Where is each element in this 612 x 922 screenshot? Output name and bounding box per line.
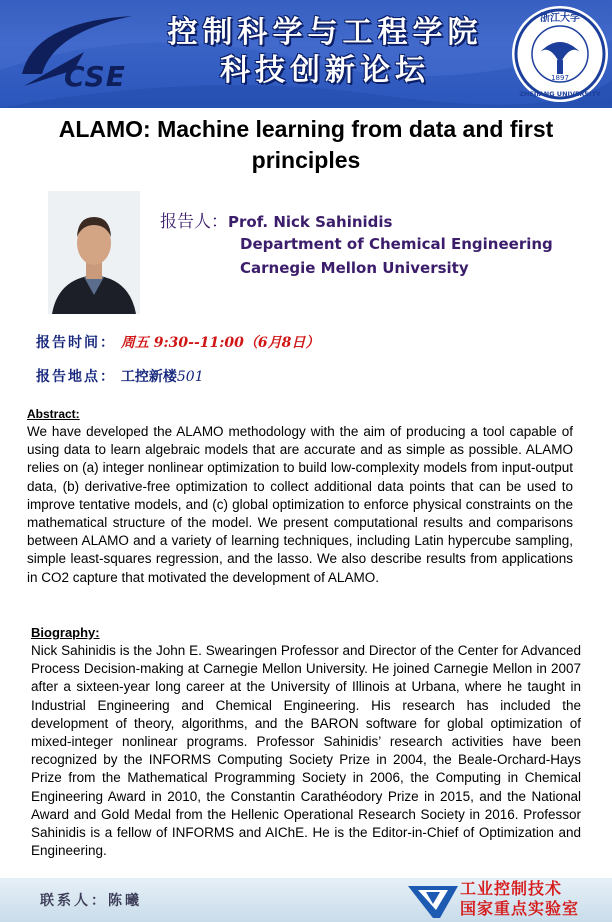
biography-text: Nick Sahinidis is the John E. Swearingen Professor and Director of the Center for Advanced Process Decision-making at Carnegie Mellon University. He joined Carnegie Mellon in 2007 after a sixteen-year long career at the University of Illinois at Urbana, where he taught in Industrial Engineering and Chemical Engineering. His research has included the development of theory, algorithms, and the BARON software for global optimization of mixed-integer nonlinear programs. Professor Sahinidis’ research activities have been recognized by the INFORMS Computing Society Prize in 2004, the Beale-Orchard-Hays Prize from the Mathematical Programming Society in 2006, the Computing in Chemical Engineering Award in 2010, the Constantin Carathéodory Prize in 2015, and the National Award and Gold Medal from the Hellenic Operational Research Society in 2016. Professor Sahinidis is a fellow of INFORMS and AIChE. He is the Editor-in-Chief of Optimization and Engineering. <box>31 643 581 859</box>
talk-title: ALAMO: Machine learning from data and first principles <box>58 116 554 173</box>
biography-heading: Biography: <box>31 625 100 640</box>
talk-time <box>36 332 319 352</box>
speaker-university: Carnegie Mellon University <box>240 259 469 277</box>
place-building: 工控新楼 <box>120 369 177 385</box>
forum-title-line2: 科技创新论坛 <box>220 53 430 88</box>
zhejiang-university-seal-icon <box>510 4 610 104</box>
time-day: 周五 <box>120 335 149 351</box>
talk-place <box>36 366 204 386</box>
contact-person: 联系人：陈曦 <box>40 893 142 909</box>
forum-title <box>140 14 510 90</box>
seal-en-name: ZHEJIANG UNIVERSITY <box>519 90 601 98</box>
speaker-block <box>160 210 392 235</box>
speaker-photo <box>48 191 140 314</box>
forum-title-line1: 控制科学与工程学院 <box>167 15 483 50</box>
seal-cn-name: 浙江大学 <box>540 13 580 24</box>
header-banner <box>0 0 612 108</box>
lab-name-line1: 工业控制技术 <box>460 879 563 898</box>
speaker-label: 报告人： <box>160 212 228 232</box>
state-key-lab-logo-icon <box>406 880 460 920</box>
time-value: 9:30--11:00（6月8日） <box>153 335 320 351</box>
place-room: 501 <box>176 369 204 385</box>
abstract-text: We have developed the ALAMO methodology with the aim of producing a tool capable of using data to learn algebraic models that are accurate and as simple as possible. ALAMO relies on (a) integer nonlinear optimization to build low-complexity models from input-output data, (b) derivative-free optimization to collect additional data points that can be used to improve tentative models, and (c) global optimization to enforce physical constraints on the mathematical structure of the model. We present computational results and comparisons between ALAMO and a variety of learning techniques, including Latin hypercube sampling, simple least-squares regression, and the lasso. We also describe results from applications in CO2 capture that motivated the development of ALAMO. <box>27 424 573 585</box>
place-label: 报告地点： <box>36 369 116 385</box>
speaker-name: Prof. Nick Sahinidis <box>228 213 393 231</box>
abstract-heading: Abstract: <box>27 407 80 421</box>
cse-logo-text: CSE <box>64 60 126 93</box>
lab-name-line2: 国家重点实验室 <box>460 899 580 918</box>
time-label: 报告时间： <box>36 335 116 351</box>
speaker-portrait-icon <box>48 191 140 314</box>
speaker-department: Department of Chemical Engineering <box>240 235 553 253</box>
state-key-lab-name <box>460 879 600 919</box>
seal-year: 1897 <box>551 74 569 82</box>
